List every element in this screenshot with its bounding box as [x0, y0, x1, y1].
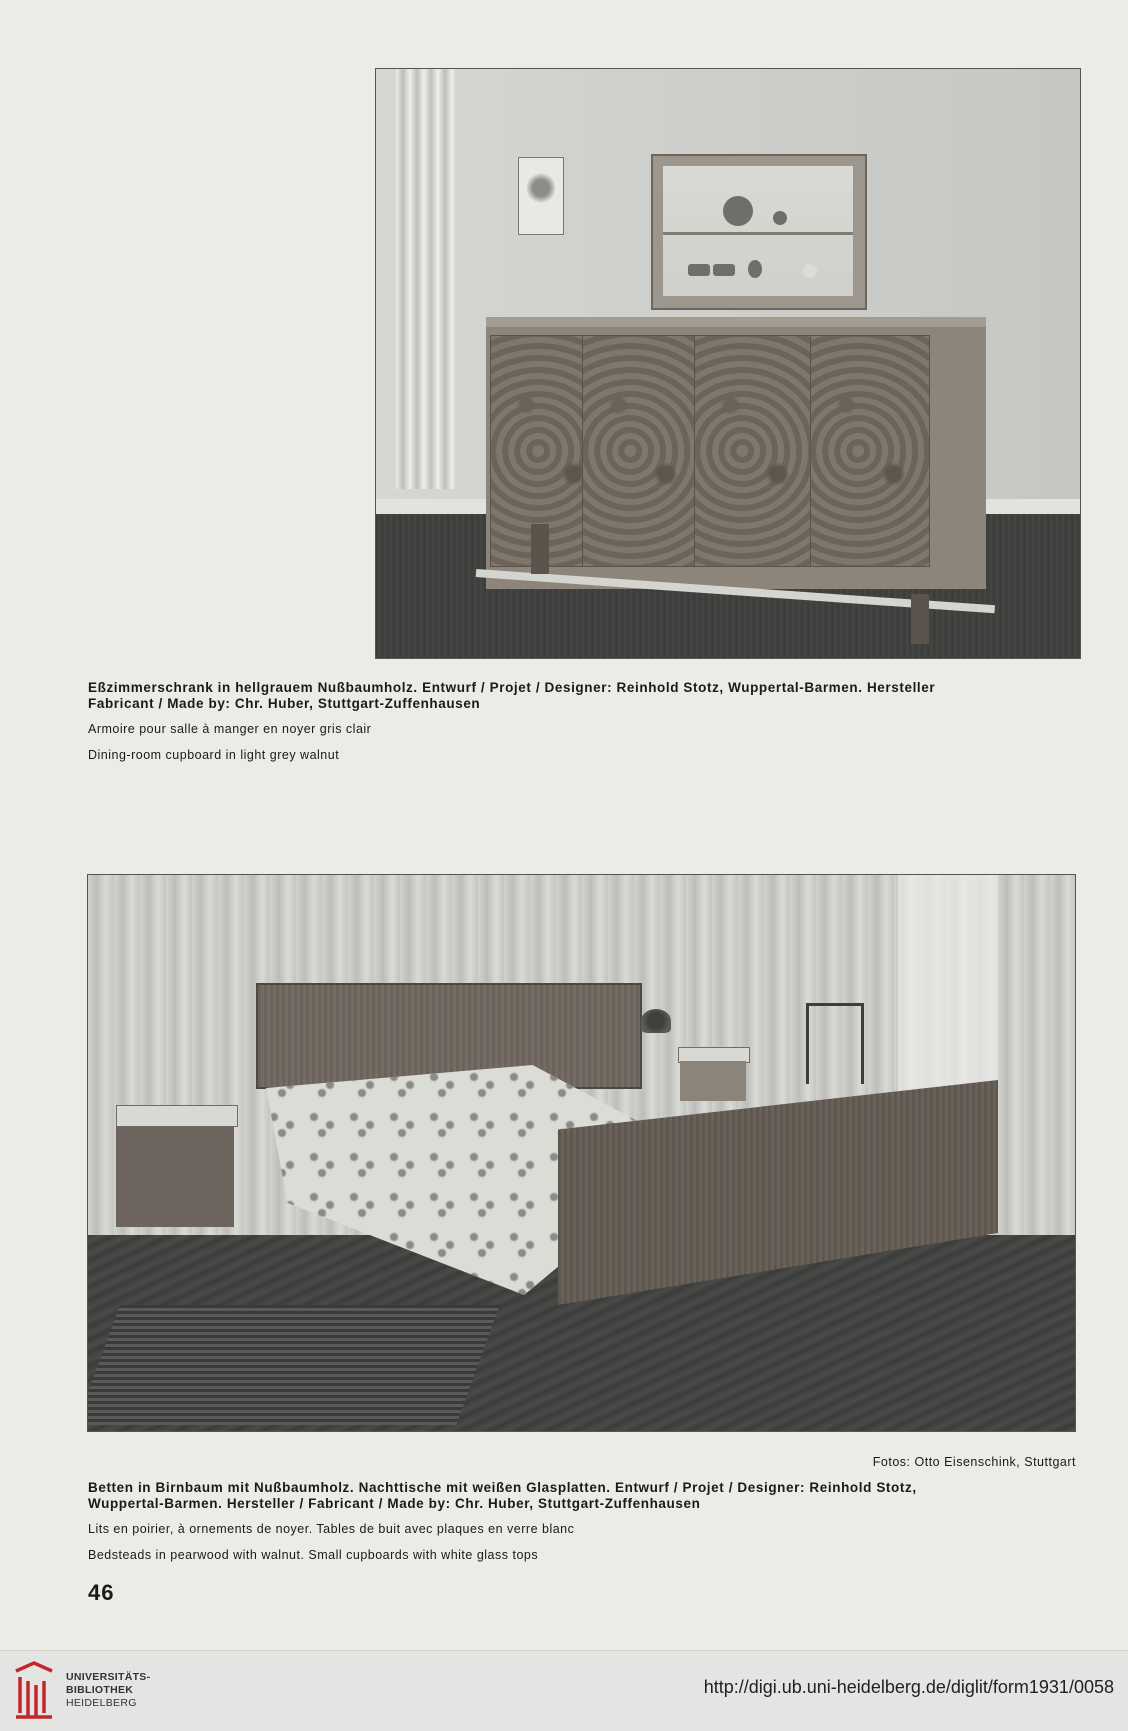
university-library-logo-icon[interactable] [12, 1661, 56, 1721]
nightstand-left-top [116, 1105, 238, 1127]
caption-top-french: Armoire pour salle à manger en noyer gris clair [88, 722, 372, 736]
potted-plant [641, 1009, 671, 1033]
caption-top-bold-line2: Fabricant / Made by: Chr. Huber, Stuttgart-Zuffenhausen [88, 696, 481, 711]
caption-bottom-bold-line2: Wuppertal-Barmen. Hersteller / Fabricant / Made by: Chr. Huber, Stuttgart-Zuffenhausen [88, 1496, 701, 1511]
caption-top-bold-line1: Eßzimmerschrank in hellgrauem Nußbaumholz. Entwurf / Projet / Designer: Reinhold Stotz, Wuppertal-Barmen. Hersteller [88, 680, 936, 695]
library-name[interactable] [66, 1671, 150, 1710]
page-number: 46 [88, 1580, 115, 1605]
sideboard [486, 317, 986, 589]
library-name-line3: HEIDELBERG [66, 1697, 137, 1709]
caption-bottom-french: Lits en poirier, à ornements de noyer. Tables de buit avec plaques en verre blanc [88, 1522, 575, 1536]
dining-cupboard-photo [375, 68, 1081, 659]
bedroom-photo [87, 874, 1076, 1432]
glass-vitrine [651, 154, 867, 310]
wall-picture [518, 157, 564, 235]
chair [806, 1003, 864, 1084]
caption-top-english: Dining-room cupboard in light grey walnut [88, 748, 340, 762]
photo-credit: Fotos: Otto Eisenschink, Stuttgart [872, 1455, 1076, 1469]
library-name-line2: BIBLIOTHEK [66, 1684, 134, 1696]
library-name-line1: UNIVERSITÄTS- [66, 1671, 151, 1683]
footer-bar [0, 1650, 1128, 1731]
permalink-url[interactable]: http://digi.ub.uni-heidelberg.de/diglit/form1931/0058 [703, 1677, 1114, 1697]
caption-bottom-bold-line1: Betten in Birnbaum mit Nußbaumholz. Nachttische mit weißen Glasplatten. Entwurf / Projet / Designer: Reinhold Stotz, [88, 1480, 917, 1495]
caption-bottom-english: Bedsteads in pearwood with walnut. Small cupboards with white glass tops [88, 1548, 539, 1562]
rug [87, 1305, 500, 1425]
